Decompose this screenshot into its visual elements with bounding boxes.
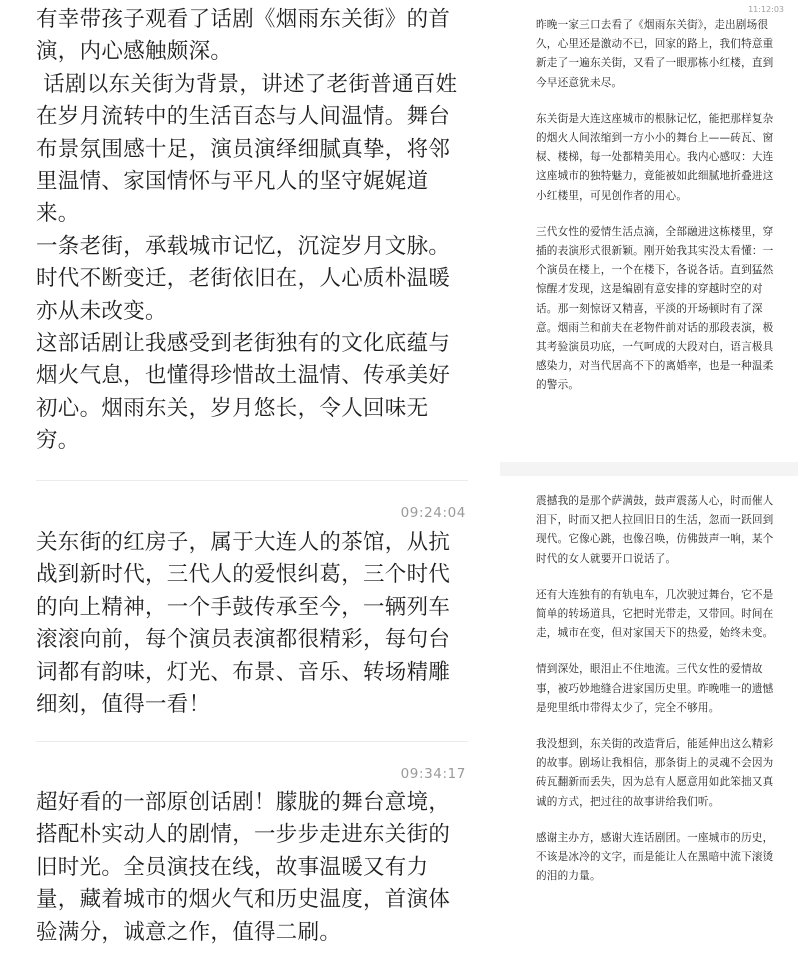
message-1-paragraph-1: 有幸带孩子观看了话剧《烟雨东关街》的首演，内心感触颇深。 (36, 7, 451, 65)
message-2-timestamp: 09:24:04 (400, 505, 466, 521)
message-divider (36, 741, 468, 742)
note-top-section (536, 16, 776, 413)
note-panel (500, 0, 798, 956)
note-paragraph: 感谢主办方，感谢大连话剧团。一座城市的历史，不该是冰冷的文字，而是能让人在黑暗中流下滚烫的泪的力量。 (536, 831, 774, 883)
message-3 (36, 787, 468, 949)
note-paragraph: 东关街是大连这座城市的根脉记忆，能把那样复杂的烟火人间浓缩到一方小小的舞台上——砖瓦、窗棂、楼梯，每一处都精美用心。我内心感叹：大连这座城市的独特魅力，竟能被如此细腻地折叠进这小红楼里，可见创作者的用心。 (536, 112, 774, 202)
message-1-paragraph-3: 一条老街，承载城市记忆，沉淀岁月文脉。时代不断变迁，老街依旧在，人心质朴温暖亦从未改变。 (36, 233, 451, 324)
note-timestamp: 11:12:03 (748, 5, 784, 14)
note-paragraph: 我没想到，东关街的改造背后，能延伸出这么精彩的故事。剧场让我相信，那条街上的灵魂不会因为砖瓦翻新而丢失，因为总有人愿意用如此笨拙又真诚的方式，把过往的故事讲给我们听。 (536, 738, 774, 808)
section-divider (500, 462, 798, 476)
note-paragraph: 震撼我的是那个萨满鼓，鼓声震荡人心，时而催人泪下，时而又把人拉回旧日的生活，忽而一跃回到现代。它像心跳，也像召唤，仿佛鼓声一响，某个时代的女人就要开口说话了。 (536, 495, 774, 565)
message-2 (36, 527, 468, 721)
note-paragraph: 还有大连独有的有轨电车，几次驶过舞台，它不是简单的转场道具，它把时光带走，又带回。时间在走，城市在变，但对家国天下的热爱，始终未变。 (536, 588, 774, 640)
message-divider (36, 480, 468, 481)
note-paragraph: 昨晚一家三口去看了《烟雨东关街》，走出剧场很久，心里还是激动不已，回家的路上，我们特意重新走了一遍东关街，又看了一眼那栋小红楼，直到今早还意犹未尽。 (536, 19, 774, 89)
note-paragraph: 三代女性的爱情生活点滴，全部融进这栋楼里，穿插的表演形式很新颖。刚开始我其实没太看懂：一个演员在楼上，一个在楼下，各说各话。直到猛然惊醒才发现，这是编剧有意安排的穿越时空的对话。那一刻惊讶又精喜，平淡的开场顿时有了深意。烟雨兰和前夫在老物件前对话的那段表演，极其考验演员功底，一气呵成的大段对白，语言极具感染力，对当代居高不下的离婚率，也是一种温柔的警示。 (536, 225, 774, 392)
message-3-paragraph-1: 超好看的一部原创话剧！朦胧的舞台意境，搭配朴实动人的剧情，一步步走进东关街的旧时光。全员演技在线，故事温暖又有力量，藏着城市的烟火气和历史温度，首演体验满分，诚意之作，值得二刷。 (36, 790, 451, 945)
message-1 (36, 4, 468, 458)
message-1-paragraph-4: 这部话剧让我感受到老街独有的文化底蕴与烟火气息，也懂得珍惜故土温情、传承美好初心。烟雨东关，岁月悠长，令人回味无穷。 (36, 331, 451, 454)
message-1-paragraph-2: 话剧以东关街为背景，讲述了老街普通百姓在岁月流转中的生活百态与人间温情。舞台布景氛围感十足，演员演绎细腻真挚，将邻里温情、家国情怀与平凡人的坚守娓娓道来。 (36, 71, 458, 227)
message-2-paragraph-1: 关东街的红房子，属于大连人的茶馆，从抗战到新时代，三代人的爱恨纠葛，三个时代的向上精神，一个手鼓传承至今，一辆列车滚滚向前，每个演员表演都很精彩，每句台词都有韵味，灯光、布景、音乐、转场精雕细刻，值得一看！ (36, 530, 451, 718)
note-bottom-section (536, 492, 776, 903)
message-3-timestamp: 09:34:17 (400, 766, 466, 782)
note-paragraph: 情到深处，眼泪止不住地流。三代女性的爱情故事，被巧妙地缝合进家国历史里。昨晚唯一的遗憾是兜里纸巾带得太少了，完全不够用。 (536, 663, 774, 714)
